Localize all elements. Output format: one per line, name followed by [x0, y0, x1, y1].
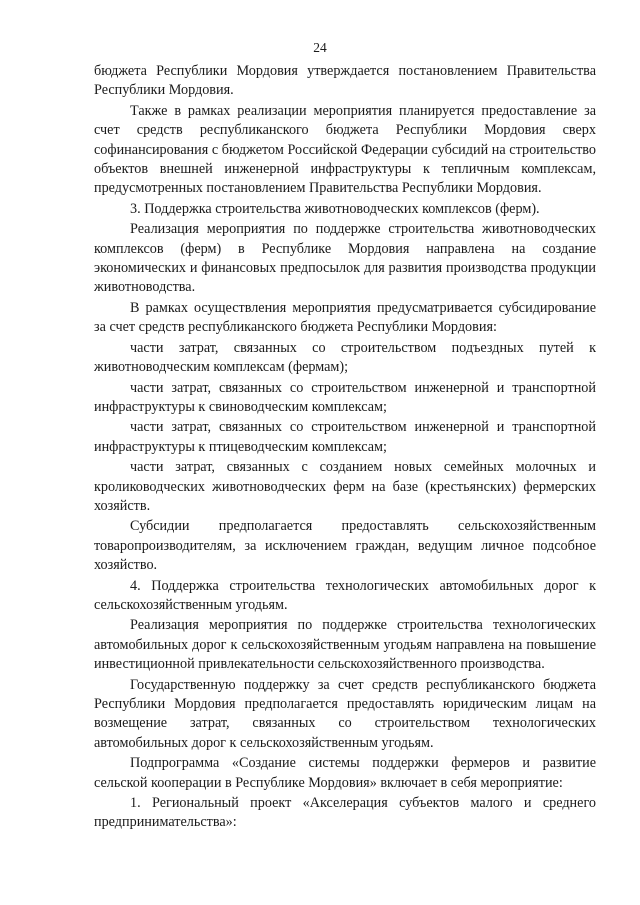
list-item: части затрат, связанных со строительством подъездных путей к животноводческим комплексам (фермам);: [94, 339, 596, 376]
paragraph: В рамках осуществления мероприятия предусматривается субсидирование за счет средств республиканского бюджета Республики Мордовия:: [94, 299, 596, 336]
list-item: части затрат, связанных со строительством инженерной и транспортной инфраструктуры к свиноводческим комплексам;: [94, 379, 596, 415]
list-item: части затрат, связанных с созданием новых семейных молочных и кролиководческих животноводческих ферм на базе (крестьянских) фермерских хозяйств.: [94, 459, 596, 514]
paragraph: Реализация мероприятия по поддержке строительства технологических автомобильных дорог к сельскохозяйственным угодьям направлена на повышение инвестиционной привлекательности сельскохозяйственного производства.: [94, 617, 596, 673]
document-body: [94, 62, 596, 834]
section-heading-3: 3. Поддержка строительства животноводческих комплексов (ферм).: [130, 200, 540, 217]
section-heading-4: 4. Поддержка строительства технологических автомобильных дорог к сельскохозяйственным угодьям.: [94, 577, 596, 613]
list-item: части затрат, связанных со строительством инженерной и транспортной инфраструктуры к птицеводческим комплексам;: [94, 419, 596, 455]
paragraph: Реализация мероприятия по поддержке строительства животноводческих комплексов (ферм) в Республике Мордовия направлена на создание экономических и финансовых предпосылок для развития производства продукции животноводства.: [94, 221, 596, 296]
paragraph: Государственную поддержку за счет средств республиканского бюджета Республики Мордовия предполагается предоставлять юридическим лицам на возмещение затрат, связанных со строительством технологических автомобильных дорог к сельскохозяйственным угодьям.: [94, 676, 596, 751]
paragraph-continuation: бюджета Республики Мордовия утверждается постановлением Правительства Республики Мордовия.: [94, 63, 596, 99]
paragraph: Также в рамках реализации мероприятия планируется предоставление за счет средств республиканского бюджета Республики Мордовия сверх софинансирования с бюджетом Российской Федерации субсидий на строительство объектов внешней инженерной инфраструктуры к тепличным комплексам, предусмотренных постановлением Правительства Республики Мордовия.: [94, 102, 596, 197]
paragraph: Субсидии предполагается предоставлять сельскохозяйственным товаропроизводителям, за исключением граждан, ведущим личное подсобное хозяйство.: [94, 518, 596, 574]
page-number: 24: [313, 40, 327, 55]
list-item: 1. Региональный проект «Акселерация субъектов малого и среднего предпринимательства»:: [94, 795, 596, 831]
paragraph: Подпрограмма «Создание системы поддержки фермеров и развитие сельской кооперации в Республике Мордовия» включает в себя мероприятие:: [94, 755, 596, 791]
